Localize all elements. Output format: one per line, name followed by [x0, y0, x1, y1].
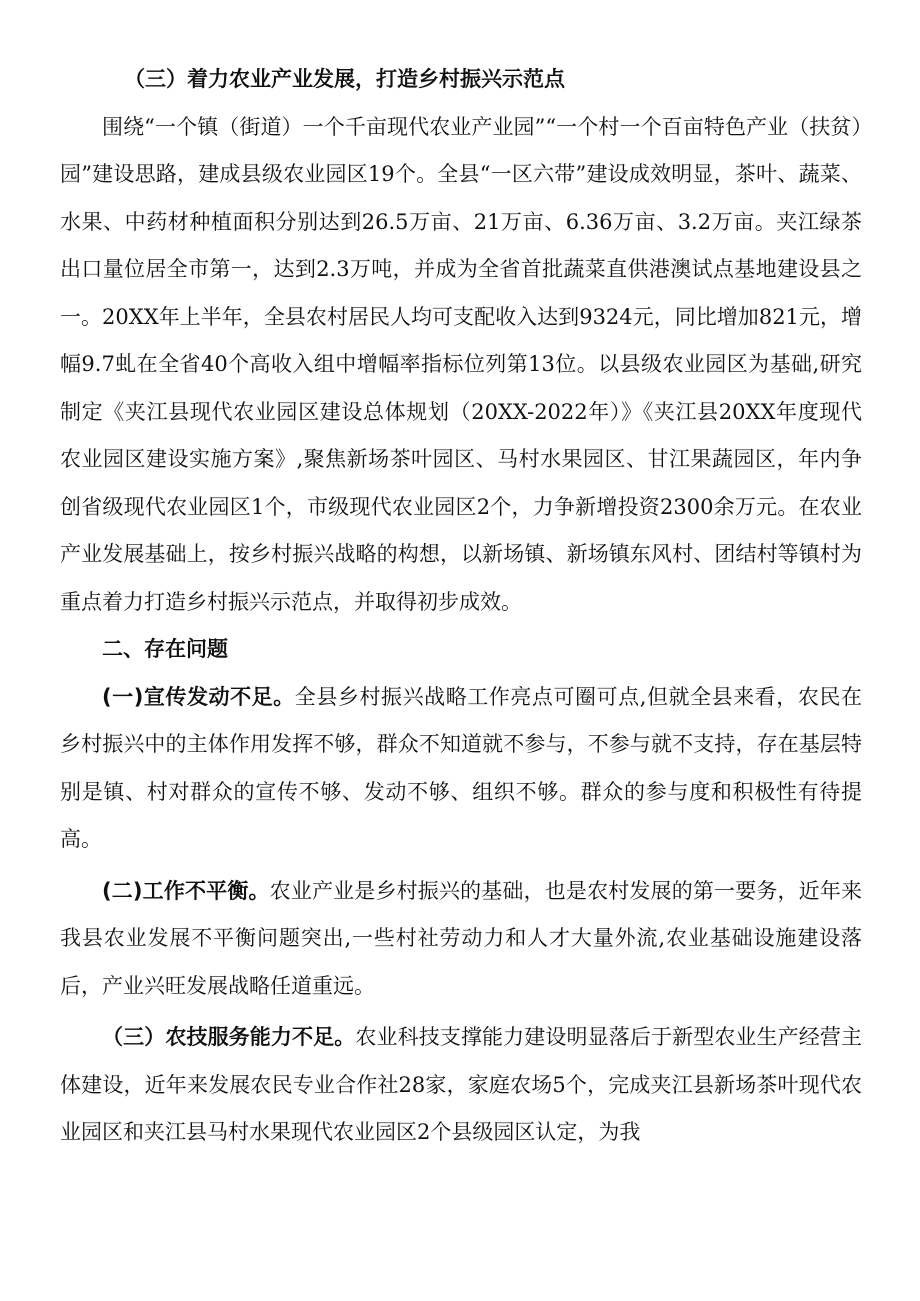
issue-2-text: 农业产业是乡村振兴的基础，也是农村发展的第一要务，近年来我县农业发展不平衡问题突出,一些村社劳动力和人才大量外流,农业基础设施建设落后，产业兴旺发展战略任道重远。 — [60, 878, 863, 998]
paragraph-issue-2 — [60, 868, 862, 1011]
issue-1-text: 全县乡村振兴战略工作亮点可圈可点,但就全县来看，农民在乡村振兴中的主体作用发挥不够，群众不知道就不参与，不参与就不支持，存在基层特别是镇、村对群众的宣传不够、发动不够、组织不够。群众的参与度和积极性有待提高。 — [60, 684, 862, 851]
issue-3-text: 农业科技支撑能力建设明显落后于新型农业生产经营主体建设，近年来发展农民专业合作社28家，家庭农场5个，完成夹江县新场茶叶现代农业园区和夹江县马村水果现代农业园区2个县级园区认定，为我 — [60, 1025, 863, 1144]
paragraph-agri-industry: 围绕“一个镇（街道）一个千亩现代农业产业园”“一个村一个百亩特色产业（扶贫）园”建设思路，建成县级农业园区19个。全县“一区六带”建设成效明显，茶叶、蔬菜、水果、中药材种植面积分别达到26.5万亩、21万亩、6.36万亩、3.2万亩。夹江绿茶出口量位居全市第一，达到2.3万吨，并成为全省首批蔬菜直供港澳试点基地建设县之一。20XX年上半年，全县农村居民人均可支配收入达到9324元，同比增加821元，增幅9.7虬在全省40个高收入组中增幅率指标位列第13位。以县级农业园区为基础,研究制定《夹江县现代农业园区建设总体规划（20XX-2022年）》《夹江县20XX年度现代农业园区建设实施方案》,聚焦新场茶叶园区、马村水果园区、甘江果蔬园区，年内争创省级现代农业园区1个，市级现代农业园区2个，力争新增投资2300余万元。在农业产业发展基础上，按乡村振兴战略的构想，以新场镇、新场镇东风村、团结村等镇村为重点着力打造乡村振兴示范点，并取得初步成效。 — [60, 114, 863, 614]
section-heading-problems: 二、存在问题 — [102, 637, 228, 661]
issue-1-lead: (一)宣传发动不足。 — [102, 684, 295, 709]
paragraph-issue-3 — [60, 1014, 862, 1157]
paragraph-issue-1 — [60, 674, 862, 864]
issue-2-lead: (二)工作不平衡。 — [102, 878, 270, 903]
issue-3-lead: （三）农技服务能力不足。 — [102, 1025, 356, 1049]
subsection-heading-3: （三）着力农业产业发展，打造乡村振兴示范点 — [124, 67, 565, 91]
